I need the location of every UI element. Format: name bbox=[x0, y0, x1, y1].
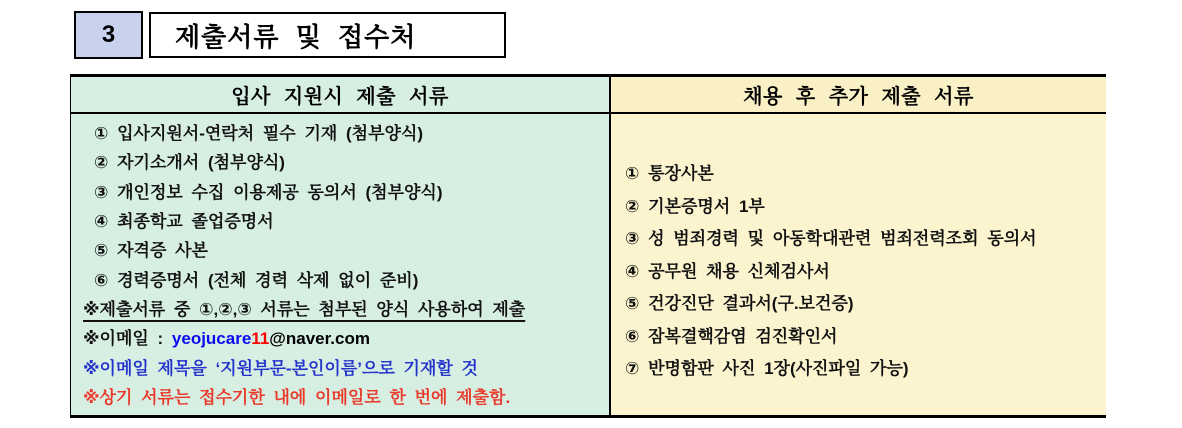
right-column-header bbox=[611, 77, 1106, 114]
column-post-hire-documents bbox=[611, 77, 1106, 415]
list-item: ② 자기소개서 (첨부양식) bbox=[94, 153, 285, 173]
right-column-body bbox=[611, 114, 1106, 415]
right-column-header-label: 채용 후 추가 제출 서류 bbox=[743, 86, 974, 108]
section-number: 3 bbox=[101, 21, 116, 48]
section-title: 제출서류 및 접수처 bbox=[175, 21, 417, 52]
section-number-box bbox=[74, 11, 143, 59]
note-email-address bbox=[81, 324, 601, 349]
note-attachment-forms bbox=[81, 295, 601, 320]
email-domain-part: @naver.com bbox=[269, 329, 370, 349]
email-user-part: yeojucare bbox=[171, 329, 252, 349]
list-item: ③ 성 범죄경력 및 아동학대관련 범죄전력조회 동의서 bbox=[625, 229, 1037, 248]
section-title-box bbox=[149, 12, 506, 58]
list-item: ① 통장사본 bbox=[625, 164, 714, 183]
list-item: ⑦ 반명함판 사진 1장(사진파일 가능) bbox=[625, 359, 909, 378]
list-item: ① 입사지원서-연락처 필수 기재 (첨부양식) bbox=[94, 124, 424, 144]
list-item: ⑥ 잠복결핵감염 검진확인서 bbox=[625, 326, 838, 346]
list-item: ② 기본증명서 1부 bbox=[625, 196, 765, 216]
left-column-header bbox=[71, 77, 609, 114]
left-column-body bbox=[71, 114, 609, 415]
list-item: ⑤ 자격증 사본 bbox=[94, 241, 208, 261]
email-label: ※이메일 : bbox=[83, 329, 172, 349]
list-item: ④ 최종학교 졸업증명서 bbox=[94, 212, 274, 232]
list-item: ③ 개인정보 수집 이용제공 동의서 (첨부양식) bbox=[94, 182, 443, 202]
left-column-header-label: 입사 지원시 제출 서류 bbox=[231, 86, 449, 108]
column-application-documents bbox=[71, 77, 611, 415]
note-email-subject: ※이메일 제목을 ‘지원부문-본인이름’으로 기재할 것 bbox=[83, 358, 478, 378]
note-attachment-forms-text: ※제출서류 중 ①,②,③ 서류는 첨부된 양식 사용하여 제출 bbox=[83, 299, 526, 319]
note-deadline: ※상기 서류는 접수기한 내에 이메일로 한 번에 제출함. bbox=[83, 387, 511, 407]
submission-documents-table bbox=[70, 74, 1106, 418]
list-item: ⑥ 경력증명서 (전체 경력 삭제 없이 준비) bbox=[94, 270, 419, 290]
list-item: ④ 공무원 채용 신체검사서 bbox=[625, 261, 830, 281]
email-number-part: 11 bbox=[251, 329, 270, 349]
list-item: ⑤ 건강진단 결과서(구.보건증) bbox=[625, 294, 854, 313]
